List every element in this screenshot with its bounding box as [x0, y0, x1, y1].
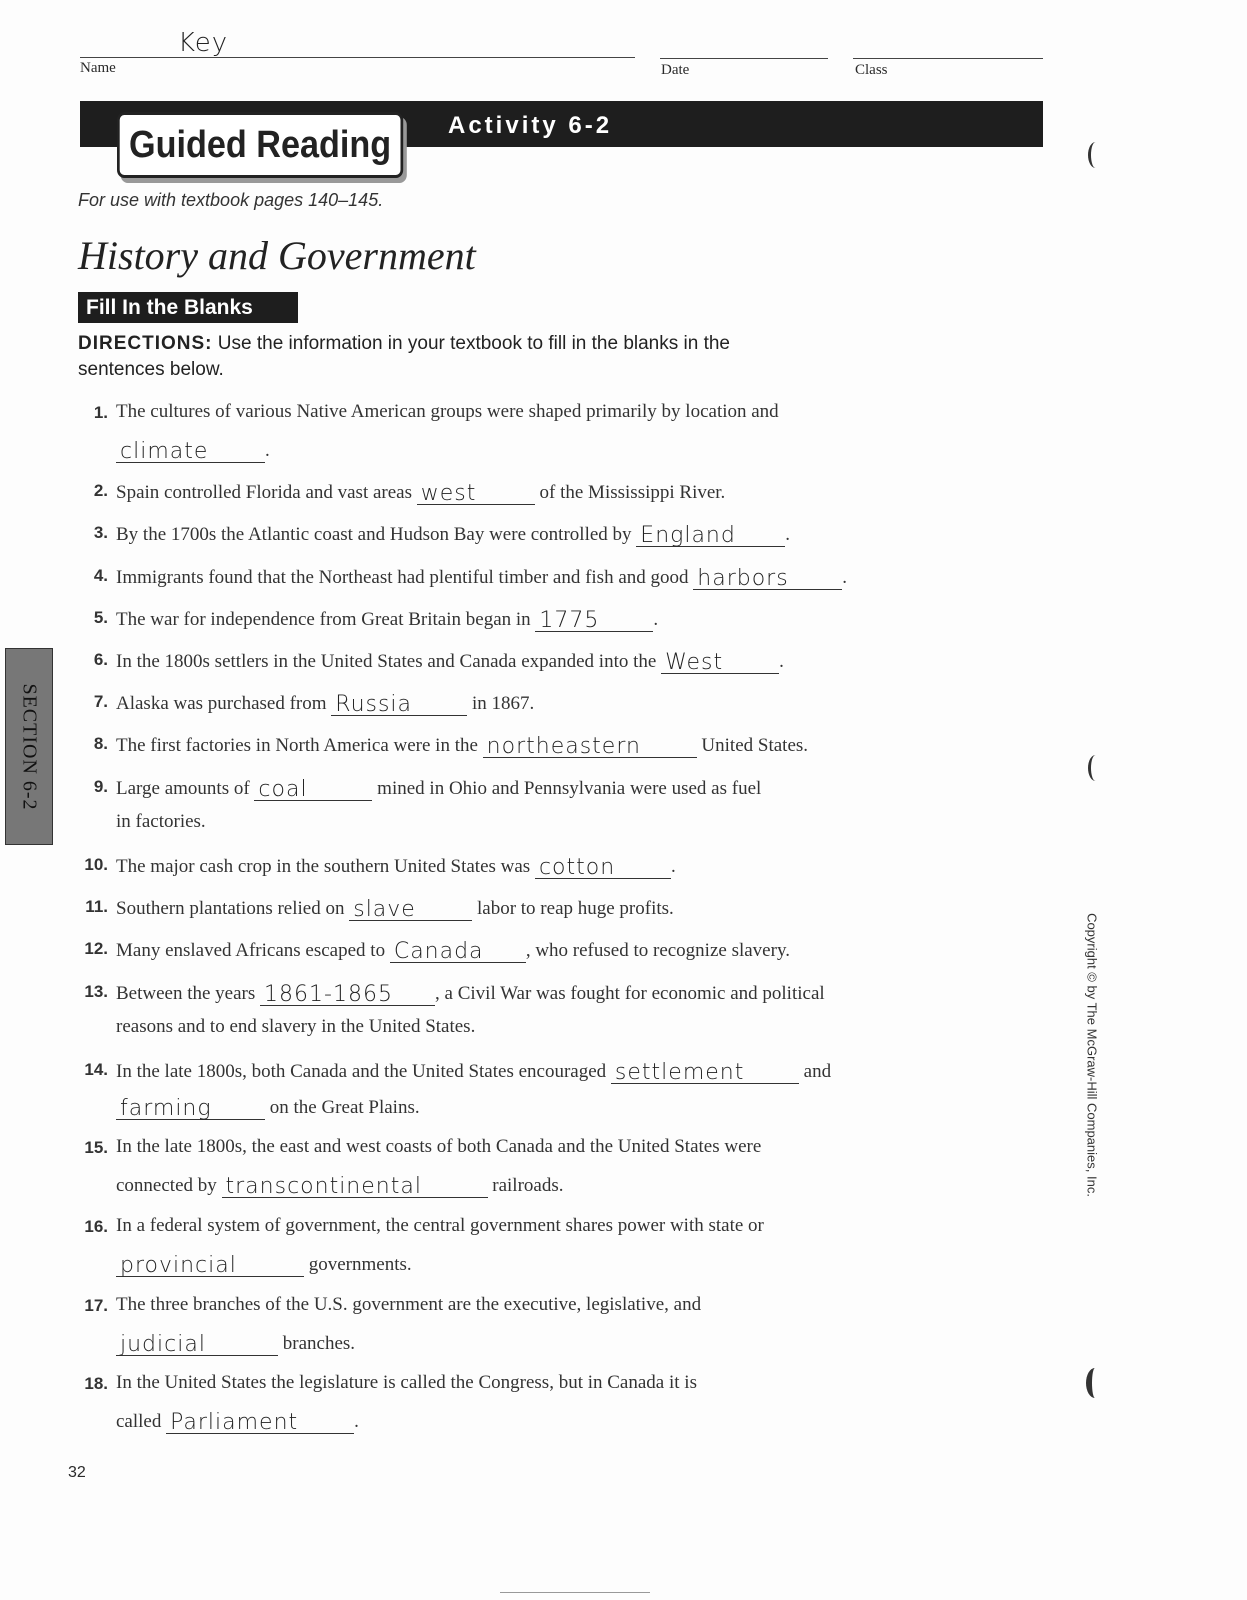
answer-blank[interactable] [349, 895, 472, 921]
directions [78, 331, 798, 383]
question-line [116, 1094, 420, 1120]
question-text: . [779, 651, 784, 672]
handwritten-answer: Parliament [170, 1410, 299, 1435]
question-number: 12. [84, 939, 108, 958]
question-number: 8. [93, 734, 108, 753]
binder-hole-mark [1086, 1368, 1104, 1398]
handwritten-answer: cotton [538, 855, 616, 880]
question-text: The first factories in North America were in the [116, 735, 483, 756]
question-text: Many enslaved Africans escaped to [116, 940, 390, 961]
textbook-pages-note: For use with textbook pages 140–145. [78, 190, 384, 210]
question-text: By the 1700s the Atlantic coast and Hudson Bay were controlled by [116, 524, 637, 545]
copyright-notice: Copyright © by The McGraw-Hill Companies, Inc. [1084, 913, 1100, 1197]
question-text: called [116, 1411, 167, 1432]
page-title: History and Government [78, 233, 476, 278]
question-number: 3. [93, 523, 108, 542]
answer-blank[interactable] [166, 1408, 354, 1434]
question-line [116, 1172, 564, 1198]
question-number: 14. [84, 1060, 108, 1079]
question-line [116, 1408, 359, 1434]
question-line [116, 937, 790, 963]
question-line [116, 521, 790, 547]
answer-blank[interactable] [693, 564, 842, 590]
page-number: 32 [68, 1464, 86, 1481]
question-number: 5. [93, 608, 108, 627]
handwritten-answer: west [420, 481, 477, 506]
handwritten-answer: slave [353, 897, 416, 922]
question-text: . [670, 856, 676, 877]
date-label: Date [661, 62, 690, 78]
handwritten-answer: provincial [120, 1253, 237, 1278]
question-number: 9. [93, 777, 108, 796]
question-text: connected by [116, 1175, 222, 1196]
handwritten-answer: harbors [697, 566, 789, 591]
question-text: Southern plantations relied on [116, 898, 350, 919]
question-text: Spain controlled Florida and vast areas [116, 482, 417, 503]
question-line [116, 1251, 412, 1277]
question-text: Alaska was purchased from [116, 693, 332, 714]
question-text: In the United States the legislature is called the Congress, but in Canada it is [116, 1372, 697, 1393]
activity-number: Activity 6-2 [448, 112, 613, 139]
question-text: governments. [304, 1254, 412, 1275]
name-label: Name [80, 60, 116, 76]
question-text: mined in Ohio and Pennsylvania were used as fuel [372, 778, 762, 799]
question-text: on the Great Plains. [265, 1097, 420, 1118]
class-line [853, 58, 1043, 59]
question-line [116, 1016, 475, 1038]
answer-blank[interactable] [116, 1094, 265, 1120]
answer-blank[interactable] [390, 937, 526, 963]
question-number: 7. [93, 692, 108, 711]
question-text: in factories. [116, 811, 206, 832]
question-line [116, 564, 847, 590]
guided-reading-title: Guided Reading [117, 112, 403, 178]
question-line [116, 690, 534, 716]
question-text: . [653, 609, 659, 630]
question-line [116, 1215, 764, 1237]
question-number: 13. [84, 982, 108, 1001]
question-number: 6. [93, 650, 108, 669]
question-text: Large amounts of [116, 778, 255, 799]
question-line [116, 437, 270, 463]
question-text: The war for independence from Great Britain began in [116, 609, 536, 630]
answer-blank[interactable] [254, 775, 372, 801]
section-heading: Fill In the Blanks [78, 292, 298, 323]
question-line [116, 479, 725, 505]
section-tab [5, 648, 53, 845]
question-line [116, 1058, 831, 1084]
question-text: . [785, 524, 791, 545]
handwritten-answer: England [640, 523, 736, 548]
question-text: . [354, 1411, 359, 1432]
question-number: 11. [85, 897, 108, 916]
answer-blank[interactable] [116, 1251, 304, 1277]
question-text: , a Civil War was fought for economic and political [435, 983, 825, 1004]
handwritten-answer: Russia [335, 692, 413, 717]
name-value: Key [178, 28, 229, 58]
directions-text: Use the information in your textbook to fill in the blanks in the sentences below. [78, 333, 731, 380]
question-line [116, 980, 825, 1006]
handwritten-answer: farming [120, 1096, 212, 1121]
question-text: labor to reap huge profits. [472, 898, 674, 919]
question-text: in 1867. [467, 693, 535, 714]
answer-blank[interactable] [260, 980, 435, 1006]
question-text: The cultures of various Native American groups were shaped primarily by location and [116, 401, 779, 422]
handwritten-answer: coal [258, 777, 308, 802]
section-tab-label: SECTION 6-2 [18, 682, 41, 811]
answer-blank[interactable] [116, 437, 265, 463]
question-text: railroads. [487, 1175, 564, 1196]
question-line [116, 895, 674, 921]
question-line [116, 1136, 761, 1158]
answer-blank[interactable] [222, 1172, 488, 1198]
binder-hole-mark [1088, 755, 1103, 781]
handwritten-answer: Canada [393, 939, 484, 964]
question-line [116, 648, 784, 674]
question-text: United States. [696, 735, 809, 756]
handwritten-answer: 1775 [539, 608, 600, 633]
answer-blank[interactable] [636, 521, 785, 547]
question-text: In the late 1800s, both Canada and the United States encouraged [116, 1061, 611, 1082]
question-text: Immigrants found that the Northeast had plentiful timber and fish and good [116, 567, 694, 588]
question-text: . [842, 567, 848, 588]
question-line [116, 1330, 355, 1356]
answer-blank[interactable] [535, 606, 653, 632]
answer-blank[interactable] [611, 1058, 799, 1084]
question-text: In the late 1800s, the east and west coasts of both Canada and the United States were [116, 1136, 762, 1157]
scan-edge-line [500, 1592, 650, 1593]
question-text: Between the years [116, 983, 261, 1004]
answer-blank[interactable] [535, 853, 671, 879]
handwritten-answer: West [665, 650, 724, 675]
answer-blank[interactable] [661, 648, 779, 674]
handwritten-answer: northeastern [486, 734, 641, 759]
question-text: In a federal system of government, the central government shares power with state or [116, 1215, 764, 1236]
answer-blank[interactable] [417, 479, 535, 505]
question-text: The major cash crop in the southern United States was [116, 856, 535, 877]
handwritten-answer: settlement [614, 1060, 745, 1085]
directions-label: DIRECTIONS: [78, 333, 213, 354]
question-number: 4. [93, 566, 108, 585]
class-label: Class [855, 62, 888, 78]
handwritten-answer: climate [120, 439, 209, 464]
question-number: 15. [84, 1138, 108, 1157]
handwritten-answer: transcontinental [225, 1174, 422, 1199]
handwritten-answer: judicial [120, 1332, 206, 1357]
question-line [116, 775, 761, 801]
binder-hole-mark [1088, 142, 1103, 168]
question-number: 16. [84, 1217, 108, 1236]
question-line [116, 853, 676, 879]
question-text: reasons and to end slavery in the United States. [116, 1016, 476, 1037]
question-text: and [798, 1061, 832, 1082]
question-text: of the Mississippi River. [534, 482, 726, 503]
question-text: branches. [278, 1333, 356, 1354]
question-number: 10. [84, 855, 108, 874]
question-line [116, 1294, 701, 1316]
question-number: 1. [93, 403, 108, 422]
name-line [80, 57, 635, 58]
question-line [116, 401, 779, 423]
question-text: , who refused to recognize slavery. [525, 940, 790, 961]
question-number: 2. [93, 481, 108, 500]
answer-blank[interactable] [483, 732, 697, 758]
handwritten-answer: 1861-1865 [264, 982, 393, 1007]
question-text: . [265, 440, 270, 461]
answer-blank[interactable] [331, 690, 467, 716]
answer-blank[interactable] [116, 1330, 278, 1356]
question-text: In the 1800s settlers in the United States and Canada expanded into the [116, 651, 662, 672]
question-number: 18. [84, 1374, 108, 1393]
question-line [116, 606, 658, 632]
question-line [116, 732, 808, 758]
question-text: The three branches of the U.S. government are the executive, legislative, and [116, 1294, 702, 1315]
question-line [116, 1372, 697, 1394]
question-number: 17. [84, 1296, 108, 1315]
question-line [116, 811, 206, 833]
date-line [660, 58, 828, 59]
